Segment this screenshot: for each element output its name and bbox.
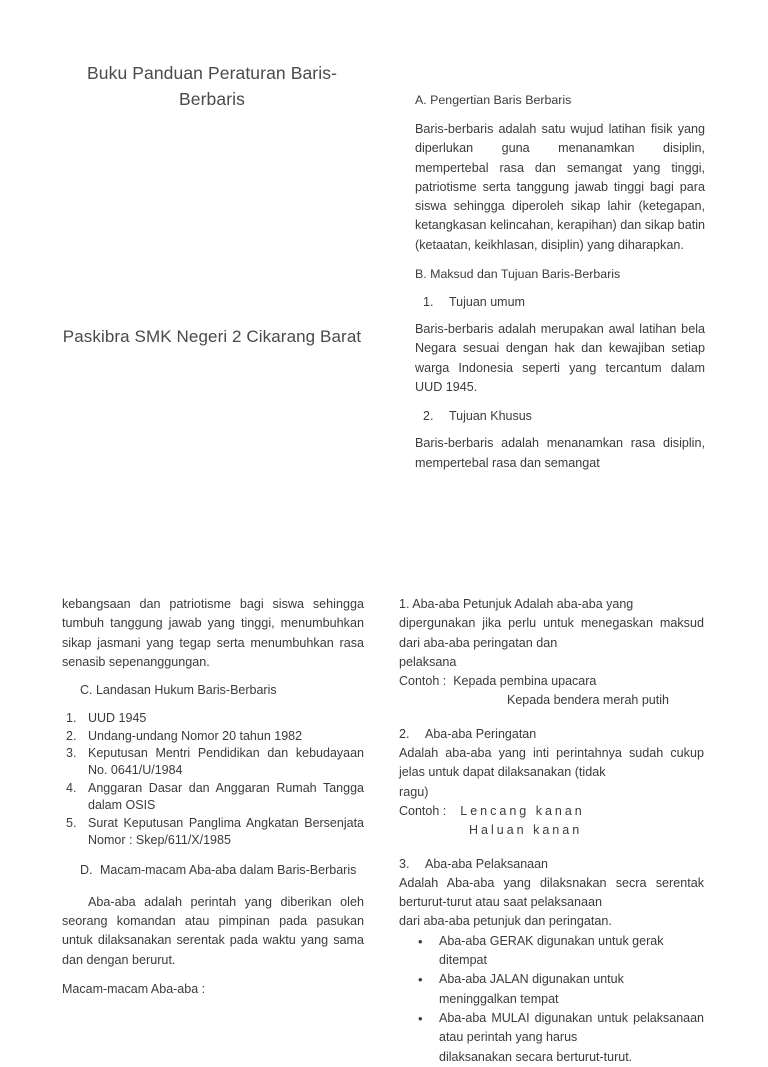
section-b-item-1-number: 1. [423,295,434,310]
cover-column [62,0,362,350]
list-item [66,815,364,850]
section-d-marker: D. [80,863,93,878]
aba-item-3-body [399,874,704,932]
section-a-heading: A. Pengertian Baris Berbaris [415,93,572,107]
list-item-text-tail: dilaksanakan secara berturut-turut. [439,1049,633,1064]
aba-item-1-title-text: Aba-aba Petunjuk Adalah aba-aba yang [412,597,634,611]
list-item-text: Keputusan Mentri Pendidikan dan kebudayaan No. 0641/U/1984 [88,746,364,778]
section-b-item-2-number: 2. [423,409,434,424]
aba-item-3-title [399,855,704,874]
section-d-closing-line: Macam-macam Aba-aba : [62,982,206,997]
aba-item-2-contoh-value-1: Lencang kanan [460,803,585,818]
cover-subtitle: Paskibra SMK Negeri 2 Cikarang Barat [62,327,362,346]
list-item-text: Aba-aba GERAK digunakan untuk gerak [439,933,664,948]
section-spacer [399,711,704,725]
aba-item-2-title [399,725,704,744]
aba-item-3-body-text: Adalah Aba-aba yang dilaksnakan secra serentak berturut-turut atau saat pelaksanaan [399,875,704,910]
aba-item-1-body-tail: pelaksana [399,654,457,669]
list-item-text: Anggaran Dasar dan Anggaran Rumah Tangga dalam OSIS [88,780,364,813]
aba-item-2-contoh-value-2: Haluan kanan [469,823,583,838]
aba-item-1-body-text: dipergunakan jika perlu untuk menegaskan maksud dari aba-aba peringatan dan [399,616,704,650]
section-b-item-1-text: Tujuan umum [449,295,525,310]
section-b-item-2-text: Tujuan Khusus [449,409,532,424]
aba-item-2-body [399,744,704,802]
cover-title: Buku Panduan Peraturan Baris-Berbaris [87,63,337,109]
section-d-heading-text: Macam-macam Aba-aba dalam Baris-Berbaris [100,863,357,878]
aba-item-3-number: 3. [399,856,410,871]
section-b-item-1-paragraph: Baris-berbaris adalah merupakan awal latihan bela Negara sesuai dengan hak dan kewajiban setiap warga Indonesia seperti yang tercantum dalam UUD 1945. [415,322,705,394]
aba-item-3-title-text: Aba-aba Pelaksanaan [425,856,549,871]
list-item [66,745,364,780]
bottom-right-column [399,595,704,1067]
list-item-text-tail: ditempat [439,953,487,968]
section-b-item-2-label [415,408,705,425]
section-d-heading [80,862,366,879]
aba-item-3-body-tail: dari aba-aba petunjuk dan peringatan. [399,914,612,929]
list-item-marker: 3. [66,746,77,760]
list-item [66,710,364,727]
continued-paragraph: kebangsaan dan patriotisme bagi siswa sehingga tumbuh tanggung jawab yang tinggi, menumbuhkan sikap jasmani yang tegap serta menumbuhkan rasa senasib sepenanggungan. [62,597,364,669]
list-item-marker: 5. [66,815,77,830]
aba-item-2-number: 2. [399,726,410,741]
list-item-marker: 4. [66,780,77,795]
bullet-icon: • [418,1010,423,1026]
aba-item-2-body-text: Adalah aba-aba yang inti perintahnya sudah cukup jelas untuk dapat dilaksanakan (tidak [399,746,704,780]
aba-item-1-contoh: Contoh : Kepada pembina upacara [399,674,597,689]
list-item [66,780,364,815]
aba-item-3-bullet-list [399,932,704,1067]
list-item-text: Aba-aba MULAI digunakan untuk pelaksanaan atau perintah yang harus [439,1010,704,1045]
document-page-bottom [0,595,768,1064]
document-page-top [0,0,768,500]
aba-item-1-number: 1. [399,597,410,611]
aba-item-1-contoh-line2: Kepada bendera merah putih [507,693,669,708]
section-c-heading: C. Landasan Hukum Baris-Berbaris [80,683,277,698]
section-b-heading: B. Maksud dan Tujuan Baris-Berbaris [415,267,621,282]
list-item-marker: 1. [66,711,77,726]
aba-item-2-contoh-label: Contoh : [399,803,447,818]
bullet-icon: • [418,933,423,949]
list-item-text-tail: meninggalkan tempat [439,991,559,1006]
section-spacer [399,841,704,855]
list-item-text: UUD 1945 [88,711,147,726]
top-page-body-column [415,92,705,484]
list-item-marker: 2. [66,728,77,743]
aba-item-1-body [399,614,704,672]
section-d-paragraph: Aba-aba adalah perintah yang diberikan oleh seorang komandan atau pimpinan pada pasukan untuk dilaksanakan serentak pada waktu yang sama dan dengan berurut. [62,894,364,967]
bottom-left-column [62,595,364,999]
bullet-icon: • [418,972,423,988]
list-item [418,1009,704,1067]
section-b-item-2-paragraph: Baris-berbaris adalah menanamkan rasa disiplin, mempertebal rasa dan semangat [415,436,705,470]
aba-item-2-body-tail: ragu) [399,784,429,799]
section-b-item-1-label [415,294,705,311]
aba-item-2-contoh [399,802,704,821]
section-a-paragraph: Baris-berbaris adalah satu wujud latihan fisik yang diperlukan guna menanamkan disiplin, mempertebal rasa dan semangat yang tinggi, patriotisme serta tanggung jawab tinggi bagi para siswa sehingga diperoleh sikap lahir (ketegapan, ketangkasan kelincahan, kerapihan) dan sikap batin (ketaatan, keikhlasan, disiplin) yang diharapkan. [415,122,705,252]
list-item [66,728,364,745]
aba-item-2-title-text: Aba-aba Peringatan [425,726,537,741]
list-item [418,932,704,971]
section-c-list [62,710,364,849]
aba-item-1-title [399,595,704,614]
list-item-text: Undang-undang Nomor 20 tahun 1982 [88,728,303,743]
list-item-text: Aba-aba JALAN digunakan untuk [439,972,624,987]
list-item [418,970,704,1009]
list-item-text: Surat Keputusan Panglima Angkatan Bersenjata Nomor : Skep/611/X/1985 [88,815,364,848]
